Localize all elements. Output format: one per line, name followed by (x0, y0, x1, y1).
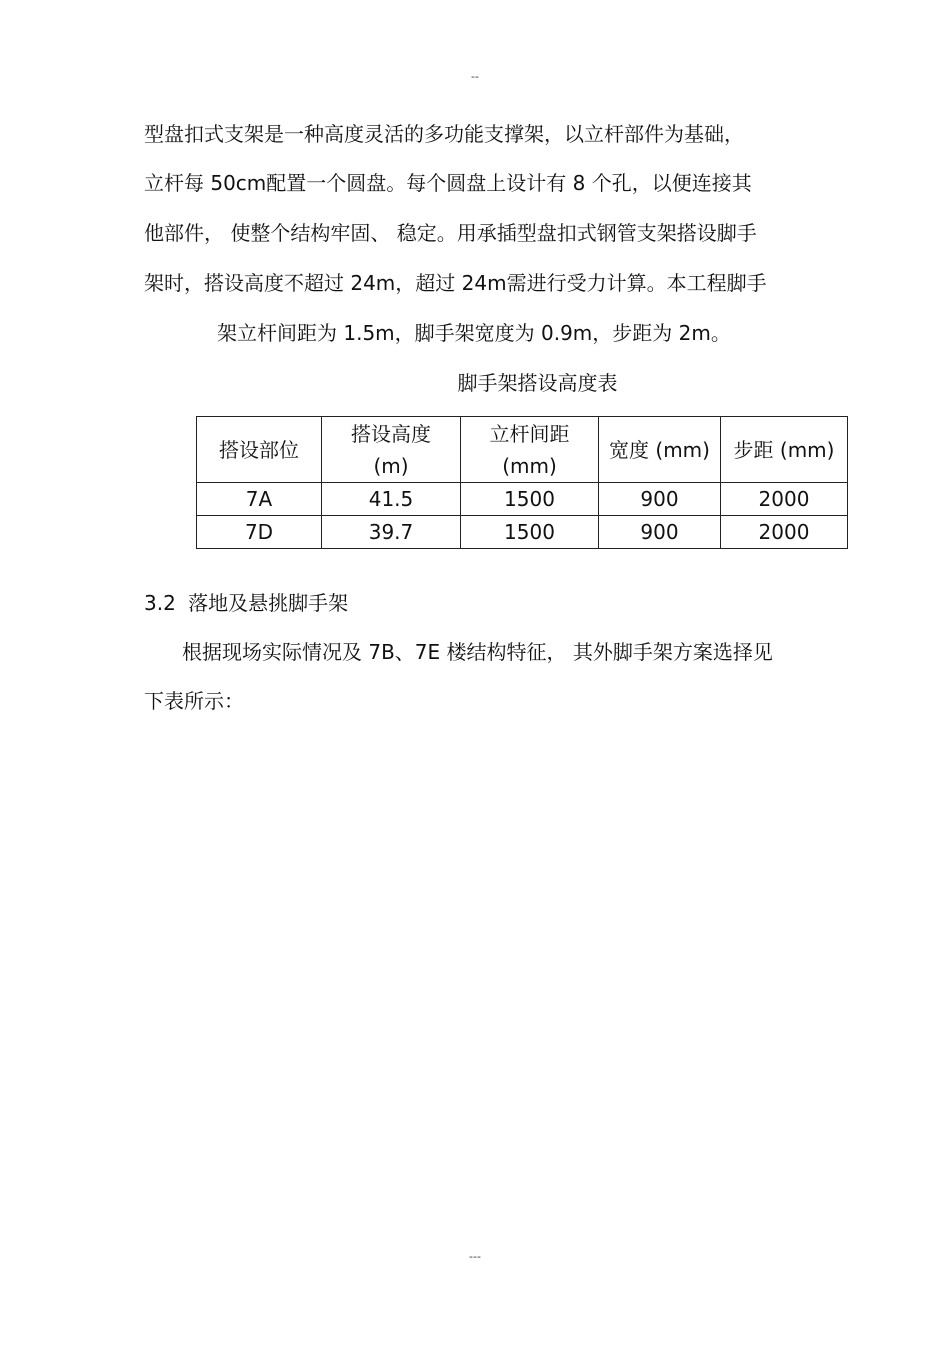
header-text: 搭设部位 (219, 437, 299, 462)
header-cell (322, 417, 461, 483)
table-row (197, 483, 848, 516)
header-text: (m) (373, 453, 409, 478)
table-caption: 脚手架搭设高度表 (457, 371, 618, 395)
scaffold-height-table (196, 416, 848, 549)
table-header-row (197, 417, 848, 483)
section-number: 3.2 (144, 591, 176, 615)
paragraph-line: 根据现场实际情况及 7B、7E 楼结构特征， 其外脚手架方案选择见 (182, 640, 773, 664)
paragraph-line: 他部件， 使整个结构牢固、 稳定。用承插型盘扣式钢管支架搭设脚手 (144, 221, 757, 245)
table-cell: 2000 (721, 483, 848, 516)
table-row (197, 516, 848, 549)
header-cell (599, 417, 721, 483)
section-title: 落地及悬挑脚手架 (188, 591, 349, 615)
paragraph-line: 架时，搭设高度不超过 24m，超过 24m需进行受力计算。本工程脚手 (144, 271, 767, 295)
header-cell (461, 417, 599, 483)
table-cell: 7A (197, 483, 322, 516)
paragraph-line: 架立杆间距为 1.5m，脚手架宽度为 0.9m，步距为 2m。 (217, 321, 731, 345)
header-text: 立杆间距 (489, 421, 570, 446)
paragraph-line: 下表所示： (144, 689, 244, 713)
table-cell: 41.5 (322, 483, 461, 516)
table-cell: 900 (599, 516, 721, 549)
header-text: 步距 (mm) (733, 437, 835, 462)
header-text: 宽度 (mm) (609, 437, 710, 462)
table-cell: 2000 (721, 516, 848, 549)
table-cell: 1500 (461, 516, 599, 549)
header-cell (721, 417, 848, 483)
header-mark: -- (471, 70, 479, 83)
footer-mark: --- (469, 1250, 481, 1263)
header-text: (mm) (502, 453, 557, 478)
table-cell: 39.7 (322, 516, 461, 549)
header-cell (197, 417, 322, 483)
table-cell: 7D (197, 516, 322, 549)
table-cell: 1500 (461, 483, 599, 516)
table-cell: 900 (599, 483, 721, 516)
paragraph-line: 立杆每 50cm配置一个圆盘。每个圆盘上设计有 8 个孔，以便连接其 (144, 171, 752, 195)
section-heading (144, 589, 348, 617)
paragraph-line: 型盘扣式支架是一种高度灵活的多功能支撑架，以立杆部件为基础， (144, 122, 744, 146)
header-text: 搭设高度 (351, 421, 431, 446)
